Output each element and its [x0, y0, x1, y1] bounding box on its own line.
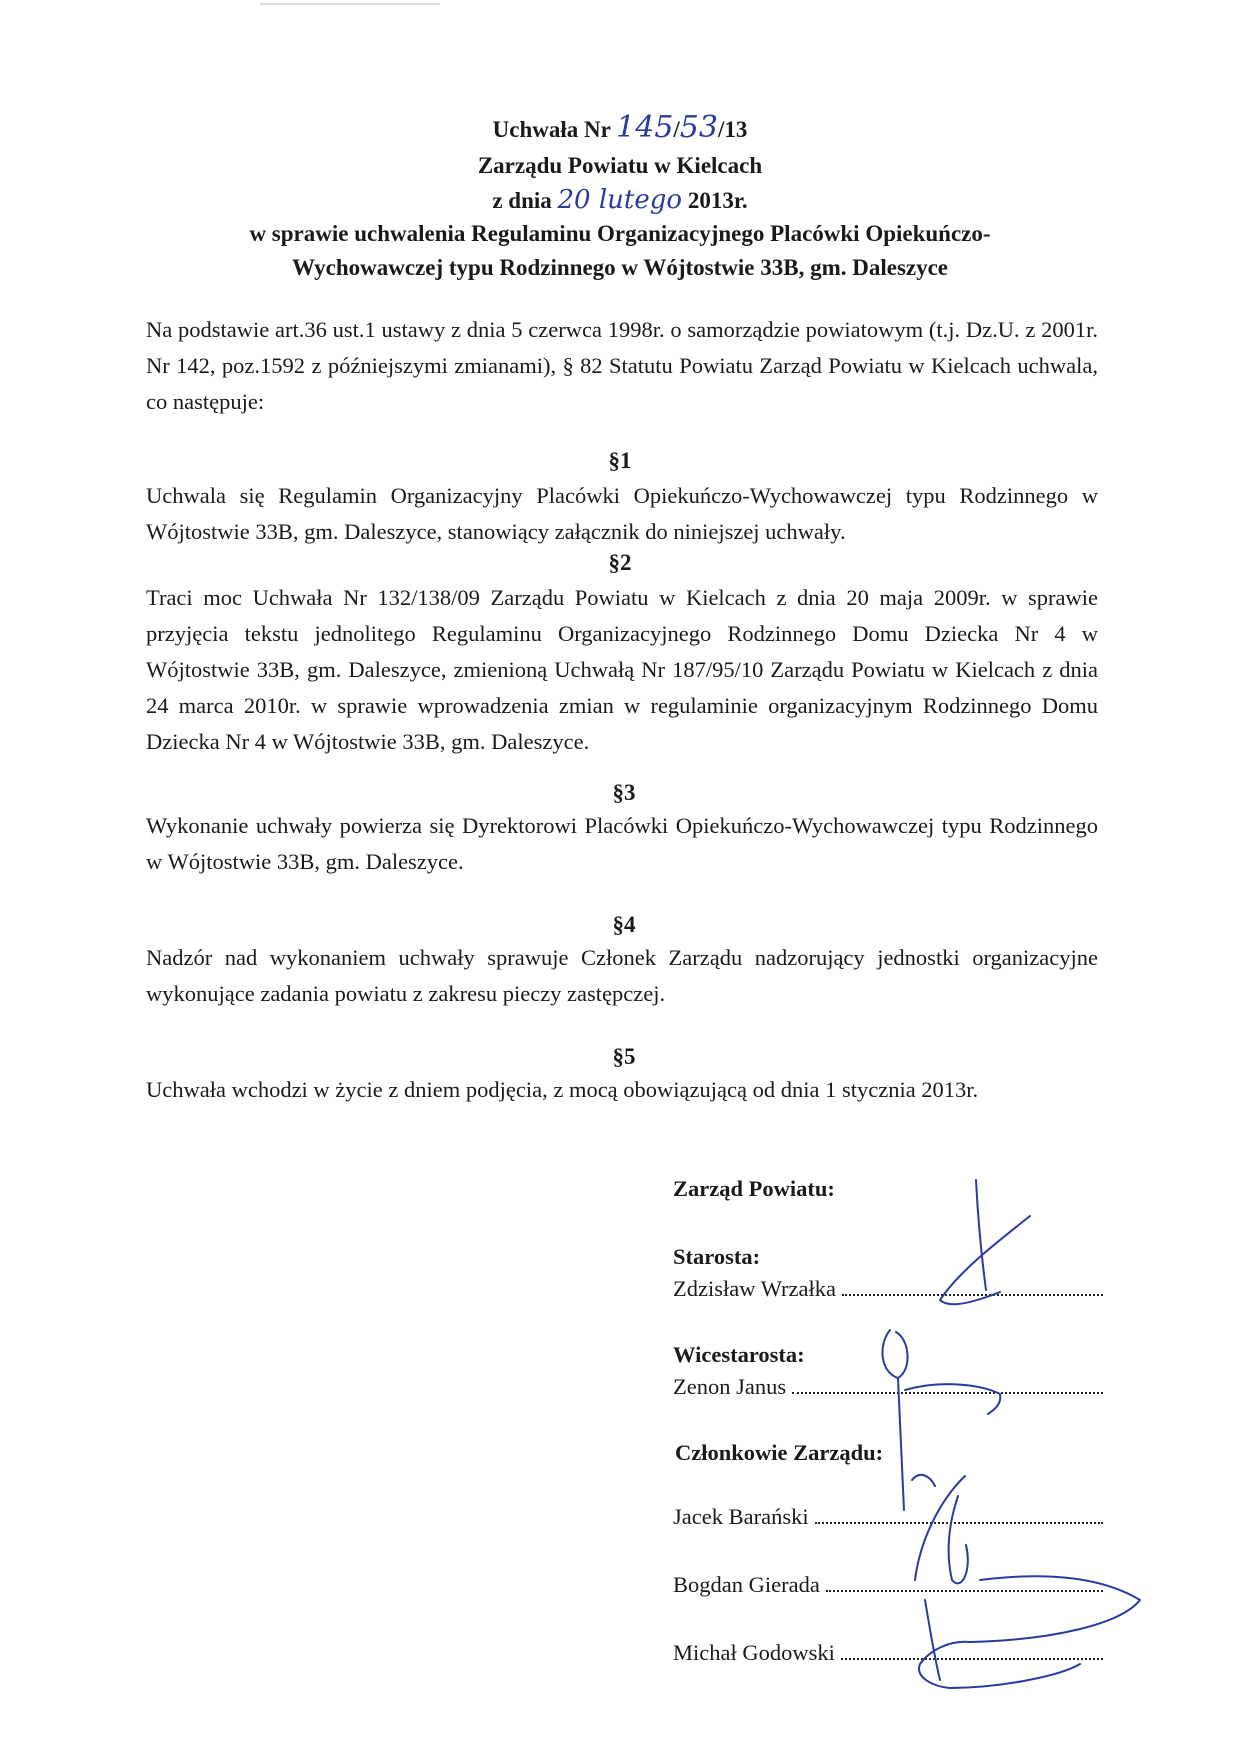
member-signature-line — [673, 1640, 1103, 1666]
scan-artifact — [260, 3, 440, 5]
section-2-heading: §2 — [608, 550, 632, 575]
date-prefix: z dnia — [492, 188, 552, 213]
subject-line-2: Wychowawczej typu Rodzinnego w Wójtostwie 33B, gm. Daleszyce — [291, 255, 949, 280]
section-3-text: Wykonanie uchwały powierza się Dyrektorowi Placówki Opiekuńczo-Wychowawczej typu Rodzinnego w Wójtostwie 33B, gm. Daleszyce. — [146, 813, 1098, 874]
member-name: Bogdan Gierada — [673, 1572, 820, 1597]
section-1-text: Uchwala się Regulamin Organizacyjny Placówki Opiekuńczo-Wychowawczej typu Rodzinnego w Wójtostwie 33B, gm. Daleszyce, stanowiący załącznik do niniejszej uchwały. — [146, 483, 1098, 544]
section-5-text: Uchwała wchodzi w życie z dniem podjęcia, z mocą obowiązującą od dnia 1 stycznia 2013r. — [146, 1077, 979, 1102]
members-label: Członkowie Zarządu: — [675, 1440, 884, 1465]
handwritten-number-2: 53 — [679, 110, 718, 145]
member-name: Michał Godowski — [673, 1640, 835, 1665]
wicestarosta-signature — [882, 1330, 1000, 1510]
board-heading: Zarząd Powiatu: — [673, 1176, 835, 1201]
resolution-prefix: Uchwała Nr — [492, 117, 617, 142]
wicestarosta-name: Zenon Janus — [673, 1374, 787, 1399]
section-4-heading: §4 — [612, 912, 636, 937]
date-year: 2013r. — [687, 188, 748, 213]
section-2-text: Traci moc Uchwała Nr 132/138/09 Zarządu Powiatu w Kielcach z dnia 20 maja 2009r. w sprawie przyjęcia tekstu jednolitego Regulaminu Organizacyjnego Rodzinnego Domu Dziecka Nr 4 w Wójtostwie 33B, gm. Daleszyce, zmienioną Uchwałą Nr 187/95/10 Zarządu Powiatu w Kielcach z dnia 24 marca 2010r. w sprawie wprowadzenia zmian w regulaminie organizacyjnym Rodzinnego Domu Dziecka Nr 4 w Wójtostwie 33B, gm. Daleszyce. — [146, 585, 1098, 754]
starosta-name: Zdzisław Wrzałka — [673, 1276, 836, 1301]
member-name: Jacek Barański — [673, 1504, 809, 1529]
signature-dots — [792, 1378, 1103, 1394]
handwritten-date: 20 lutego — [557, 185, 683, 215]
handwritten-number: 145 — [616, 110, 674, 145]
wicestarosta-label: Wicestarosta: — [673, 1342, 805, 1367]
starosta-label: Starosta: — [673, 1244, 761, 1269]
signature-dots — [841, 1644, 1103, 1660]
member-signature-line — [673, 1504, 1103, 1530]
member-signature-line — [673, 1572, 1103, 1598]
section-5-heading: §5 — [612, 1044, 636, 1069]
resolution-number-line — [140, 112, 1100, 146]
section-4-text: Nadzór nad wykonaniem uchwały sprawuje Członek Zarządu nadzorujący jednostki organizacyjne wykonujące zadania powiatu z zakresu pieczy zastępczej. — [146, 945, 1098, 1006]
starosta-signature-line — [673, 1276, 1103, 1302]
date-line — [140, 184, 1100, 217]
signature-dots — [815, 1508, 1103, 1524]
signature-dots — [842, 1280, 1103, 1296]
preamble: Na podstawie art.36 ust.1 ustawy z dnia 5 czerwca 1998r. o samorządzie powiatowym (t.j. Dz.U. z 2001r. Nr 142, poz.1592 z późniejszymi zmianami), § 82 Statutu Powiatu Zarząd Powiatu w Kielcach uchwala, co następuje: — [146, 317, 1098, 414]
resolution-year-suffix: /13 — [717, 117, 748, 142]
number-separator: / — [673, 117, 680, 142]
issuer-line: Zarządu Powiatu w Kielcach — [477, 153, 763, 178]
section-1-heading: §1 — [608, 448, 632, 473]
signature-dots — [826, 1576, 1103, 1592]
wicestarosta-signature-line — [673, 1374, 1103, 1400]
section-3-heading: §3 — [612, 780, 636, 805]
subject-line-1: w sprawie uchwalenia Regulaminu Organizacyjnego Placówki Opiekuńczo- — [249, 221, 991, 246]
